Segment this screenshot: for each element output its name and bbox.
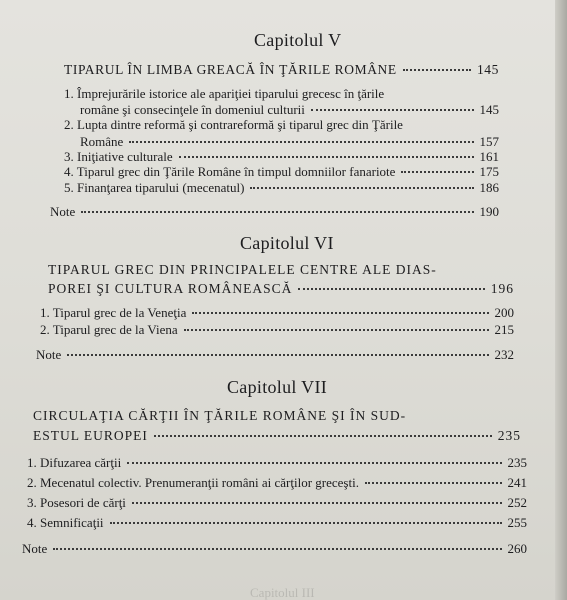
leader-dots bbox=[110, 522, 502, 524]
toc-entry-label: 2. Mecenatul colectiv. Prenumeranţii români ai cărţilor greceşti. bbox=[27, 475, 359, 490]
leader-dots bbox=[365, 482, 502, 484]
toc-entry-label: Note bbox=[50, 204, 76, 219]
page-number: 186 bbox=[479, 180, 499, 195]
leader-dots bbox=[192, 312, 488, 314]
chapter-5-item-4[interactable] bbox=[64, 164, 499, 180]
chapter-7-notes[interactable] bbox=[22, 541, 527, 557]
leader-dots bbox=[179, 156, 474, 158]
toc-entry-label: Note bbox=[22, 541, 48, 556]
page-number: 145 bbox=[476, 62, 499, 77]
chapter-6-item-1[interactable] bbox=[40, 305, 514, 321]
chapter-7-heading: Capitolul VII bbox=[227, 377, 328, 397]
chapter-7-title-line-2: ESTUL EUROPEI bbox=[33, 428, 148, 443]
toc-entry-label: 4. Semnificaţii bbox=[27, 515, 104, 530]
leader-dots bbox=[250, 187, 473, 189]
page-number: 232 bbox=[494, 347, 514, 362]
leader-dots bbox=[154, 435, 492, 437]
page-number: 157 bbox=[479, 134, 499, 149]
page-number: 200 bbox=[494, 305, 514, 320]
leader-dots bbox=[403, 69, 471, 71]
chapter-6-title-row[interactable] bbox=[48, 281, 514, 297]
bleed-through-text: Capitolul III bbox=[250, 585, 315, 600]
chapter-7-item-2[interactable] bbox=[27, 475, 527, 491]
toc-entry-label: române şi consecinţele în domeniul culturii bbox=[80, 102, 305, 117]
page-number: 145 bbox=[479, 102, 499, 117]
page-number: 260 bbox=[507, 541, 527, 556]
page-number: 235 bbox=[497, 428, 521, 443]
chapter-6-heading: Capitolul VI bbox=[240, 233, 334, 253]
page-number: 255 bbox=[507, 515, 527, 530]
toc-entry-label: 1. Difuzarea cărţii bbox=[27, 455, 122, 470]
chapter-5-item-1-line-1[interactable]: 1. Împrejurările istorice ale apariţiei tiparului grecesc în ţările bbox=[64, 86, 385, 101]
chapter-6-notes[interactable] bbox=[36, 347, 514, 363]
toc-entry-label: 5. Finanţarea tiparului (mecenatul) bbox=[64, 180, 245, 195]
leader-dots bbox=[401, 171, 473, 173]
chapter-5-item-1[interactable] bbox=[80, 102, 499, 118]
toc-entry-label: 3. Iniţiative culturale bbox=[64, 149, 173, 164]
chapter-5-heading: Capitolul V bbox=[254, 30, 342, 50]
leader-dots bbox=[298, 288, 484, 290]
toc-entry-label: Note bbox=[36, 347, 62, 362]
leader-dots bbox=[184, 329, 489, 331]
chapter-6-item-2[interactable] bbox=[40, 322, 514, 338]
chapter-5-item-2[interactable] bbox=[80, 134, 499, 150]
chapter-7-title-line-1[interactable]: CIRCULAŢIA CĂRŢII ÎN ŢĂRILE ROMÂNE ŞI ÎN SUD- bbox=[33, 408, 407, 423]
chapter-5-item-3[interactable] bbox=[64, 149, 499, 165]
page-number: 241 bbox=[507, 475, 527, 490]
page-number: 161 bbox=[479, 149, 499, 164]
leader-dots bbox=[67, 354, 488, 356]
chapter-5-title-row[interactable] bbox=[64, 62, 499, 78]
page-number: 196 bbox=[490, 281, 514, 296]
page-number: 235 bbox=[507, 455, 527, 470]
chapter-7-item-3[interactable] bbox=[27, 495, 527, 511]
leader-dots bbox=[53, 548, 501, 550]
page-number: 215 bbox=[494, 322, 514, 337]
page-number: 190 bbox=[479, 204, 499, 219]
chapter-7-item-4[interactable] bbox=[27, 515, 527, 531]
chapter-7-title-row[interactable] bbox=[33, 428, 521, 444]
toc-entry-label: 4. Tiparul grec din Ţările Române în timpul domniilor fanariote bbox=[64, 164, 396, 179]
page-number: 252 bbox=[507, 495, 527, 510]
leader-dots bbox=[132, 502, 502, 504]
chapter-5-item-2-line-1[interactable]: 2. Lupta dintre reformă şi contrareformă şi tiparul grec din Ţările bbox=[64, 117, 403, 132]
chapter-5-item-5[interactable] bbox=[64, 180, 499, 196]
chapter-6-title-line-2: POREI ŞI CULTURA ROMÂNEASCĂ bbox=[48, 281, 293, 296]
leader-dots bbox=[311, 109, 474, 111]
chapter-5-title: TIPARUL ÎN LIMBA GREACĂ ÎN ŢĂRILE ROMÂNE bbox=[64, 62, 397, 77]
chapter-6-title-line-1[interactable]: TIPARUL GREC DIN PRINCIPALELE CENTRE ALE DIAS- bbox=[48, 262, 437, 277]
chapter-5-notes[interactable] bbox=[50, 204, 499, 220]
toc-entry-label: 3. Posesori de cărţi bbox=[27, 495, 126, 510]
toc-entry-label: 2. Tiparul grec de la Viena bbox=[40, 322, 178, 337]
toc-entry-label: Române bbox=[80, 134, 124, 149]
leader-dots bbox=[127, 462, 501, 464]
page-edge-shadow bbox=[555, 0, 567, 600]
leader-dots bbox=[81, 211, 473, 213]
chapter-7-item-1[interactable] bbox=[27, 455, 527, 471]
toc-entry-label: 1. Tiparul grec de la Veneţia bbox=[40, 305, 187, 320]
page-number: 175 bbox=[479, 164, 499, 179]
leader-dots bbox=[129, 141, 473, 143]
